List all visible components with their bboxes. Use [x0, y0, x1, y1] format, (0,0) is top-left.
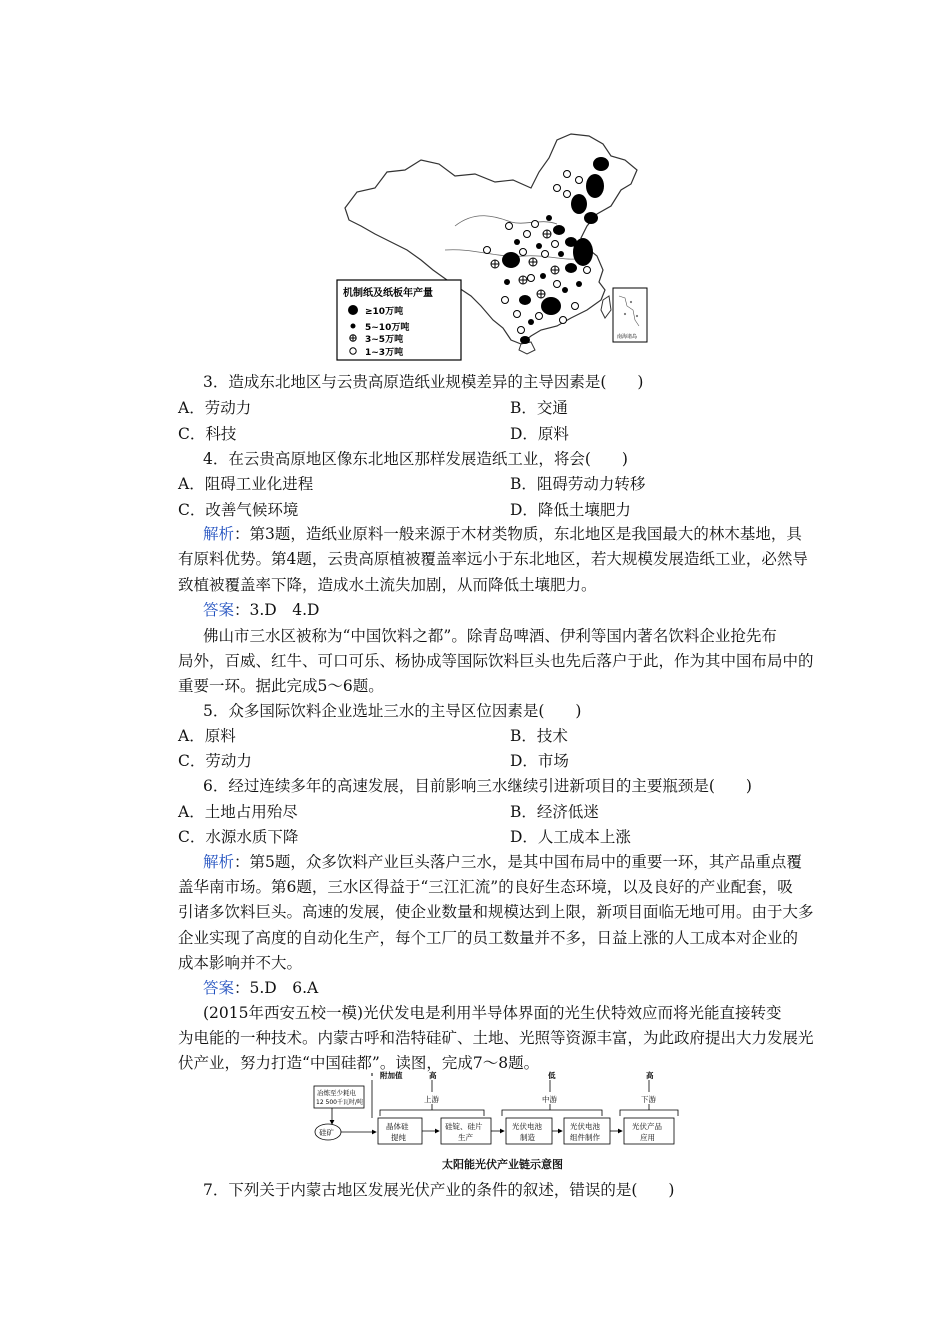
analysis-label: 解析	[203, 525, 235, 543]
svg-text:生产: 生产	[458, 1133, 473, 1142]
energy-note-2: 12 500千瓦时/吨	[316, 1099, 364, 1106]
passage-2-line-3: 重要一环。据此完成5～6题。	[178, 677, 384, 695]
hainan-island	[519, 342, 535, 354]
legend-item-3: 3~5万吨	[365, 335, 404, 345]
q3-option-d: D．原料	[510, 425, 569, 443]
q6-option-d: D．人工成本上涨	[510, 828, 631, 846]
q4-option-b: B．阻碍劳动力转移	[510, 475, 646, 493]
paper-production-map	[335, 130, 650, 362]
q6-option-c: C．水源水质下降	[178, 828, 299, 846]
q4-option-a: A．阻碍工业化进程	[178, 475, 314, 493]
svg-text:制造: 制造	[520, 1133, 535, 1142]
q3-option-a: A．劳动力	[178, 399, 252, 417]
downstream-level: 高	[646, 1071, 654, 1080]
upstream-level: 高	[429, 1071, 437, 1080]
diagram-caption: 太阳能光伏产业链示意图	[442, 1158, 563, 1171]
legend-item-4: 1~3万吨	[365, 348, 404, 358]
analysis-1-line-1: 解析：第3题，造纸业原料一般来源于木材类物质，东北地区是我国最大的林木基地，具	[203, 525, 802, 543]
q6-option-b: B．经济低迷	[510, 803, 599, 821]
passage-3-line-1: (2015年西安五校一模)光伏发电是利用半导体界面的光生伏特效应而将光能直接转变	[203, 1004, 782, 1022]
passage-3-line-2: 为电能的一种技术。内蒙古呼和浩特硅矿、土地、光照等资源丰富，为此政府提出大力发展光	[178, 1029, 814, 1047]
svg-text:应用: 应用	[640, 1133, 655, 1142]
analysis-1-line-3: 致植被覆盖率下降，造成水土流失加剧，从而降低土壤肥力。	[178, 576, 597, 594]
q6-option-a: A．土地占用殆尽	[178, 803, 298, 821]
analysis-2-line-5: 成本影响并不大。	[178, 954, 303, 972]
q4-option-d: D．降低土壤肥力	[510, 501, 631, 519]
downstream-label: 下游	[641, 1095, 656, 1104]
q3-option-b: B．交通	[510, 399, 568, 417]
analysis-2-line-1: 解析：第5题，众多饮料产业巨头落户三水，是其中国布局中的重要一环，其产品重点覆	[203, 853, 802, 871]
answer-label: 答案	[203, 979, 235, 997]
svg-text:硅锭、硅片: 硅锭、硅片	[445, 1122, 483, 1131]
svg-text:晶体硅: 晶体硅	[386, 1122, 409, 1131]
q7-stem: 7．下列关于内蒙古地区发展光伏产业的条件的叙述，错误的是( )	[203, 1181, 675, 1199]
svg-text:光伏电池: 光伏电池	[512, 1122, 542, 1131]
svg-text:光伏电池: 光伏电池	[570, 1122, 600, 1131]
legend-title: 机制纸及纸板年产量	[343, 288, 433, 299]
answer-2: 答案：5.D 6.A	[203, 979, 319, 997]
svg-text:组件制作: 组件制作	[570, 1133, 600, 1142]
silicon-ore-label: 硅矿	[319, 1128, 334, 1137]
q4-option-c: C．改善气候环境	[178, 501, 299, 519]
analysis-2-line-4: 企业实现了高度的自动化生产，每个工厂的员工数量并不多，日益上涨的人工成本对企业的	[178, 929, 799, 947]
q5-option-b: B．技术	[510, 727, 568, 745]
analysis-2-line-3: 引诸多饮料巨头。高速的发展，使企业数量和规模达到上限，新项目面临无地可用。由于大多	[178, 903, 814, 921]
midstream-label: 中游	[542, 1095, 557, 1104]
svg-text:提纯: 提纯	[391, 1133, 406, 1142]
midstream-level: 低	[548, 1071, 556, 1080]
passage-2-line-2: 局外，百威、红牛、可口可乐、杨协成等国际饮料巨头也先后落户于此，作为其中国布局中的	[178, 652, 814, 670]
legend-item-1: ≥10万吨	[365, 307, 404, 317]
q6-stem: 6．经过连续多年的高速发展，目前影响三水继续引进新项目的主要瓶颈是( )	[203, 777, 752, 795]
value-added-label: 附加值	[380, 1071, 403, 1080]
inset-label: 南海诸岛	[617, 334, 638, 340]
taiwan-island	[601, 296, 611, 318]
analysis-label: 解析	[203, 853, 235, 871]
svg-text:光伏产品: 光伏产品	[632, 1122, 662, 1131]
q5-option-c: C．劳动力	[178, 752, 252, 770]
passage-2-line-1: 佛山市三水区被称为“中国饮料之都”。除青岛啤酒、伊利等国内著名饮料企业抢先布	[203, 627, 777, 645]
q5-stem: 5．众多国际饮料企业选址三水的主导区位因素是( )	[203, 702, 582, 720]
energy-note-1: 冶炼至少耗电	[317, 1089, 356, 1097]
answer-label: 答案	[203, 601, 235, 619]
q5-option-a: A．原料	[178, 727, 236, 745]
q3-option-c: C．科技	[178, 425, 237, 443]
q3-stem: 3．造成东北地区与云贵高原造纸业规模差异的主导因素是( )	[203, 373, 644, 391]
q5-option-d: D．市场	[510, 752, 569, 770]
legend-item-2: 5~10万吨	[365, 323, 410, 333]
upstream-label: 上游	[424, 1095, 439, 1104]
answer-1: 答案：3.D 4.D	[203, 601, 320, 619]
analysis-1-line-2: 有原料优势。第4题，云贵高原植被覆盖率远小于东北地区，若大规模发展造纸工业，必然导	[178, 550, 808, 568]
q4-stem: 4．在云贵高原地区像东北地区那样发展造纸工业，将会( )	[203, 450, 628, 468]
passage-3-line-3: 伏产业，努力打造“中国硅都”。读图，完成7～8题。	[178, 1054, 540, 1072]
analysis-2-line-2: 盖华南市场。第6题，三水区得益于“三江汇流”的良好生态环境，以及良好的产业配套，吸	[178, 878, 793, 896]
